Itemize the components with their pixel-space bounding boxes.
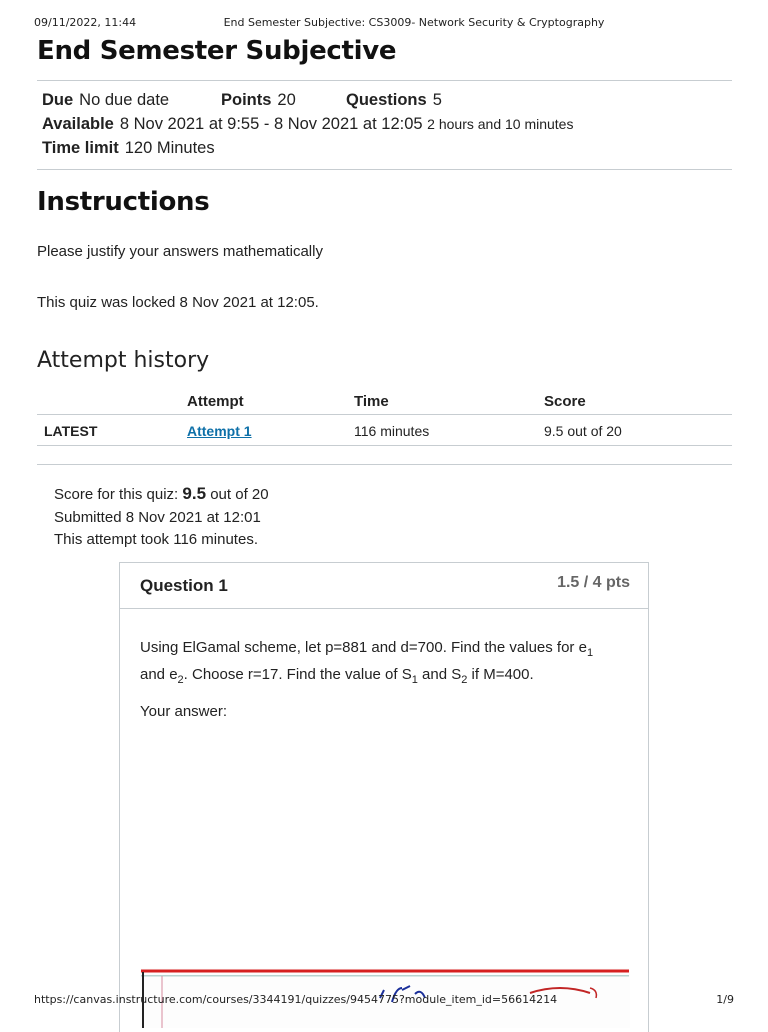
available-value: 8 Nov 2021 at 9:55 - 8 Nov 2021 at 12:05 (119, 115, 423, 133)
instructions-heading: Instructions (37, 187, 210, 217)
question-text-part: . Choose r=17. Find the value of S (183, 666, 412, 683)
attempt-1-link[interactable]: Attempt 1 (187, 423, 252, 439)
subscript: 1 (586, 647, 594, 659)
question-header (120, 563, 648, 609)
print-page-number: 1/9 (716, 993, 734, 1006)
question-text-part: if M=400. (467, 666, 534, 683)
question-points: 1.5 / 4 pts (557, 574, 630, 591)
divider (37, 464, 732, 465)
instructions-text: Please justify your answers mathematically (37, 243, 323, 260)
table-header-divider (37, 414, 732, 415)
subscript: 2 (177, 674, 184, 686)
print-footer (34, 993, 734, 1007)
subscript: 1 (411, 674, 418, 686)
table-row-divider (37, 445, 732, 446)
quiz-time-limit (42, 139, 215, 158)
question-text (140, 637, 620, 691)
time-limit-value: 120 Minutes (124, 139, 215, 157)
question-title: Question 1 (140, 576, 228, 595)
attempt-duration: This attempt took 116 minutes. (54, 531, 258, 548)
question-1 (119, 562, 649, 1032)
questions-label: Questions (346, 91, 427, 109)
answer-label: Your answer: (140, 703, 227, 720)
quiz-available (42, 115, 573, 134)
score-label: Score for this quiz: (54, 486, 179, 503)
points-label: Points (221, 91, 272, 109)
page-title: End Semester Subjective (37, 36, 397, 66)
score-suffix: out of 20 (210, 486, 269, 503)
print-document-title: End Semester Subjective: CS3009- Network Security & Cryptography (223, 16, 605, 29)
print-url: https://canvas.instructure.com/courses/3344191/quizzes/9454775?module_item_id=56614214 (34, 993, 558, 1006)
print-timestamp: 09/11/2022, 11:44 (34, 16, 137, 29)
divider (37, 169, 732, 170)
available-duration: 2 hours and 10 minutes (427, 116, 574, 132)
divider (37, 80, 732, 81)
questions-value: 5 (432, 91, 442, 109)
score-value: 9.5 (182, 484, 207, 503)
column-header-attempt: Attempt (187, 393, 244, 410)
column-header-time: Time (354, 393, 389, 410)
quiz-score (54, 484, 269, 504)
locked-notice: This quiz was locked 8 Nov 2021 at 12:05. (37, 294, 319, 311)
points-value: 20 (277, 91, 296, 109)
time-limit-label: Time limit (42, 139, 119, 157)
row-score: 9.5 out of 20 (544, 423, 622, 439)
subscript: 2 (461, 674, 468, 686)
question-text-part: Using ElGamal scheme, let p=881 and d=700. Find the values for e (140, 639, 587, 656)
due-value: No due date (79, 91, 170, 109)
quiz-questions (346, 91, 442, 110)
submitted-time: Submitted 8 Nov 2021 at 12:01 (54, 509, 261, 526)
quiz-due (42, 91, 169, 110)
question-text-part: and S (417, 666, 462, 683)
question-text-part: and e (140, 666, 178, 683)
available-label: Available (42, 115, 114, 133)
attempt-history-heading: Attempt history (37, 348, 210, 373)
quiz-points (221, 91, 296, 110)
row-time: 116 minutes (354, 423, 430, 439)
due-label: Due (42, 91, 74, 109)
print-header (34, 16, 734, 30)
column-header-score: Score (544, 393, 586, 410)
row-latest-label: LATEST (44, 423, 98, 439)
